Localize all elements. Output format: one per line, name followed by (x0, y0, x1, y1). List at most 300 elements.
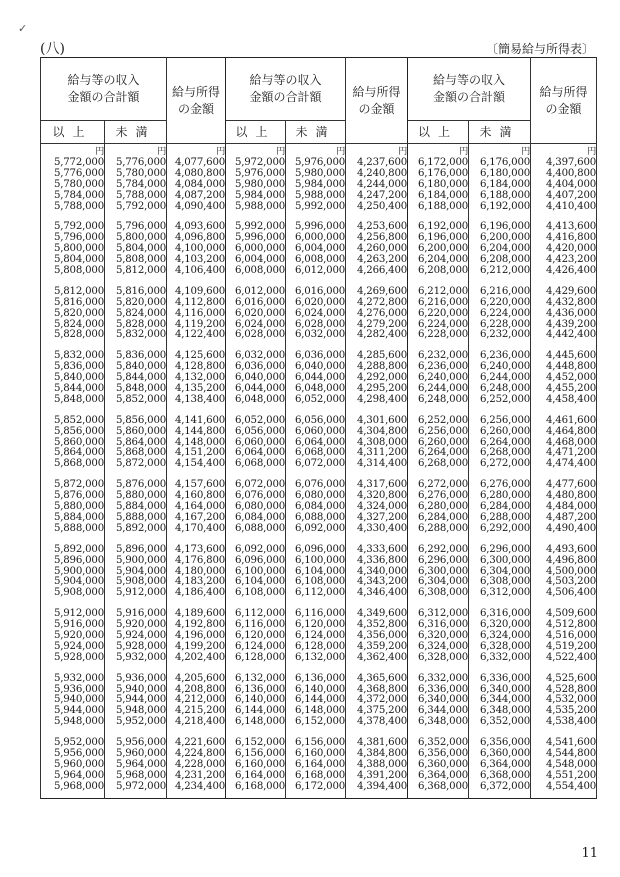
value: 4,176,800 (174, 554, 226, 566)
value: 4,535,200 (545, 705, 597, 717)
value: 5,804,000 (53, 254, 104, 266)
upper-bound-cell (286, 475, 346, 539)
value: 6,340,000 (417, 694, 469, 706)
value: 5,984,000 (294, 178, 346, 190)
value: 4,432,800 (545, 296, 597, 308)
value: 6,020,000 (294, 296, 346, 308)
value: 4,400,800 (545, 167, 597, 179)
value: 4,487,200 (545, 511, 597, 523)
value: 6,156,000 (234, 747, 286, 759)
value: 4,477,600 (545, 479, 597, 491)
value: 4,314,400 (356, 458, 408, 470)
upper-bound-cell (105, 282, 167, 346)
value: 4,231,200 (174, 769, 226, 781)
value: 4,122,400 (174, 329, 226, 341)
value: 4,135,200 (174, 383, 226, 395)
value: 5,780,000 (115, 167, 167, 179)
value: 4,276,000 (356, 307, 408, 319)
yen-unit: 円 (226, 144, 286, 158)
upper-bound-cell (286, 282, 346, 346)
value: 5,960,000 (53, 758, 104, 770)
value: 6,016,000 (294, 285, 346, 297)
value: 4,285,600 (356, 350, 408, 362)
value: 4,189,600 (174, 608, 226, 620)
value: 5,992,000 (234, 221, 286, 233)
value: 6,284,000 (479, 501, 531, 513)
value: 6,048,000 (234, 393, 286, 405)
income-amount-cell (531, 217, 597, 281)
value: 5,904,000 (115, 565, 167, 577)
value: 4,452,000 (545, 372, 597, 384)
value: 5,912,000 (115, 587, 167, 599)
value: 5,964,000 (53, 769, 104, 781)
value: 5,880,000 (115, 490, 167, 502)
value: 6,312,000 (417, 608, 469, 620)
value: 6,228,000 (479, 318, 531, 330)
value: 4,496,800 (545, 554, 597, 566)
table-name: 〔簡易給与所得表〕 (485, 42, 594, 56)
value: 5,844,000 (53, 383, 104, 395)
upper-bound-cell (469, 411, 531, 475)
value: 6,040,000 (294, 361, 346, 373)
value: 5,792,000 (53, 221, 104, 233)
value: 6,100,000 (234, 565, 286, 577)
value: 6,356,000 (479, 737, 531, 749)
value: 4,525,600 (545, 672, 597, 684)
value: 4,311,200 (356, 447, 408, 459)
value: 5,888,000 (115, 511, 167, 523)
value: 5,800,000 (115, 232, 167, 244)
table-row (41, 346, 597, 410)
value: 5,912,000 (53, 608, 104, 620)
value: 6,192,000 (479, 200, 531, 212)
value: 6,000,000 (234, 243, 286, 255)
value: 5,924,000 (53, 640, 104, 652)
upper-bound-cell (105, 217, 167, 281)
value: 6,024,000 (234, 318, 286, 330)
header-lower-1: 以上 (41, 121, 105, 144)
income-amount-cell (167, 475, 226, 539)
value: 4,250,400 (356, 200, 408, 212)
value: 6,032,000 (294, 329, 346, 341)
value: 6,204,000 (417, 254, 469, 266)
value: 5,892,000 (53, 543, 104, 555)
value: 6,156,000 (294, 737, 346, 749)
value: 6,104,000 (294, 565, 346, 577)
lower-bound-cell (41, 346, 105, 410)
value: 5,800,000 (53, 243, 104, 255)
value: 4,164,000 (174, 501, 226, 513)
value: 5,816,000 (53, 296, 104, 308)
value: 6,124,000 (294, 629, 346, 641)
table-row (41, 540, 597, 604)
value: 6,160,000 (234, 758, 286, 770)
value: 5,916,000 (53, 619, 104, 631)
value: 6,080,000 (234, 501, 286, 513)
value: 4,109,600 (174, 285, 226, 297)
value: 5,804,000 (115, 243, 167, 255)
value: 4,381,600 (356, 737, 408, 749)
value: 6,176,000 (417, 167, 469, 179)
value: 5,832,000 (53, 350, 104, 362)
value: 6,224,000 (479, 307, 531, 319)
value: 6,144,000 (294, 694, 346, 706)
value: 6,348,000 (417, 716, 469, 728)
lower-bound-cell (408, 411, 469, 475)
value: 6,172,000 (417, 157, 469, 168)
value: 4,330,400 (356, 522, 408, 534)
yen-unit: 円 (469, 144, 531, 158)
value: 5,792,000 (115, 200, 167, 212)
value: 6,240,000 (479, 361, 531, 373)
value: 6,264,000 (479, 436, 531, 448)
value: 4,154,400 (174, 458, 226, 470)
yen-unit: 円 (105, 144, 167, 158)
value: 6,240,000 (417, 372, 469, 384)
value: 6,372,000 (479, 780, 531, 792)
value: 4,461,600 (545, 414, 597, 426)
value: 6,328,000 (479, 640, 531, 652)
value: 5,908,000 (115, 576, 167, 588)
income-amount-cell (531, 733, 597, 798)
value: 5,956,000 (115, 737, 167, 749)
value: 4,365,600 (356, 672, 408, 684)
value: 4,519,200 (545, 640, 597, 652)
value: 5,816,000 (115, 285, 167, 297)
value: 4,106,400 (174, 265, 226, 277)
value: 4,116,000 (174, 307, 226, 319)
value: 4,292,000 (356, 372, 408, 384)
header-upper-3: 未満 (469, 121, 531, 144)
value: 6,344,000 (479, 694, 531, 706)
value: 4,420,000 (545, 243, 597, 255)
value: 4,234,400 (174, 780, 226, 792)
value: 6,152,000 (234, 737, 286, 749)
value: 6,076,000 (294, 479, 346, 491)
value: 5,824,000 (115, 307, 167, 319)
income-amount-cell (167, 411, 226, 475)
value: 4,378,400 (356, 716, 408, 728)
value: 6,004,000 (294, 243, 346, 255)
value: 6,360,000 (479, 747, 531, 759)
lower-bound-cell (226, 411, 286, 475)
value: 6,304,000 (417, 576, 469, 588)
value: 5,836,000 (115, 350, 167, 362)
lower-bound-cell (226, 475, 286, 539)
value: 6,188,000 (479, 189, 531, 201)
value: 6,340,000 (479, 683, 531, 695)
upper-bound-cell (286, 733, 346, 798)
value: 6,292,000 (417, 543, 469, 555)
value: 4,212,000 (174, 694, 226, 706)
value: 5,992,000 (294, 200, 346, 212)
value: 5,916,000 (115, 608, 167, 620)
value: 6,332,000 (479, 651, 531, 663)
yen-row (41, 144, 597, 158)
value: 6,028,000 (234, 329, 286, 341)
income-amount-cell (167, 669, 226, 733)
value: 4,266,400 (356, 265, 408, 277)
value: 6,316,000 (417, 619, 469, 631)
value: 6,148,000 (234, 716, 286, 728)
value: 5,864,000 (115, 436, 167, 448)
value: 5,948,000 (53, 716, 104, 728)
value: 4,445,600 (545, 350, 597, 362)
table-row (41, 733, 597, 798)
value: 4,215,200 (174, 705, 226, 717)
value: 5,976,000 (294, 157, 346, 168)
value: 6,052,000 (294, 393, 346, 405)
value: 6,268,000 (417, 458, 469, 470)
value: 6,012,000 (294, 265, 346, 277)
lower-bound-cell (41, 157, 105, 217)
value: 6,312,000 (479, 587, 531, 599)
value: 4,112,800 (174, 296, 226, 308)
value: 6,308,000 (479, 576, 531, 588)
value: 4,548,000 (545, 758, 597, 770)
value: 4,218,400 (174, 716, 226, 728)
value: 6,064,000 (294, 436, 346, 448)
value: 5,940,000 (53, 694, 104, 706)
value: 6,148,000 (294, 705, 346, 717)
value: 6,064,000 (234, 447, 286, 459)
lower-bound-cell (41, 217, 105, 281)
value: 6,168,000 (294, 769, 346, 781)
value: 4,522,400 (545, 651, 597, 663)
upper-bound-cell (469, 604, 531, 668)
header-income-amount-2: 給与所得 の金額 (346, 58, 408, 144)
yen-unit: 円 (167, 144, 226, 158)
value: 6,292,000 (479, 522, 531, 534)
value: 4,180,000 (174, 565, 226, 577)
value: 6,300,000 (417, 565, 469, 577)
value: 6,032,000 (234, 350, 286, 362)
value: 5,972,000 (234, 157, 286, 168)
value: 4,170,400 (174, 522, 226, 534)
value: 4,308,000 (356, 436, 408, 448)
value: 6,192,000 (417, 221, 469, 233)
value: 5,936,000 (115, 672, 167, 684)
value: 6,116,000 (294, 608, 346, 620)
value: 6,200,000 (417, 243, 469, 255)
value: 6,348,000 (479, 705, 531, 717)
table-row (41, 217, 597, 281)
value: 6,136,000 (234, 683, 286, 695)
value: 4,538,400 (545, 716, 597, 728)
value: 4,532,000 (545, 694, 597, 706)
value: 6,232,000 (479, 329, 531, 341)
value: 4,343,200 (356, 576, 408, 588)
value: 6,272,000 (417, 479, 469, 491)
value: 5,892,000 (115, 522, 167, 534)
value: 6,164,000 (234, 769, 286, 781)
upper-bound-cell (105, 475, 167, 539)
upper-bound-cell (105, 346, 167, 410)
value: 4,474,400 (545, 458, 597, 470)
value: 6,212,000 (417, 285, 469, 297)
value: 4,141,600 (174, 414, 226, 426)
value: 5,972,000 (115, 780, 167, 792)
value: 6,332,000 (417, 672, 469, 684)
value: 4,426,400 (545, 265, 597, 277)
header-upper-1: 未満 (105, 121, 167, 144)
value: 5,896,000 (115, 543, 167, 555)
value: 6,248,000 (479, 383, 531, 395)
value: 4,183,200 (174, 576, 226, 588)
value: 4,269,600 (356, 285, 408, 297)
value: 5,872,000 (53, 479, 104, 491)
value: 6,044,000 (294, 372, 346, 384)
income-amount-cell (531, 540, 597, 604)
value: 5,820,000 (115, 296, 167, 308)
value: 4,516,000 (545, 629, 597, 641)
lower-bound-cell (408, 733, 469, 798)
value: 4,282,400 (356, 329, 408, 341)
lower-bound-cell (41, 282, 105, 346)
value: 4,199,200 (174, 640, 226, 652)
header-lower-3: 以上 (408, 121, 469, 144)
value: 5,776,000 (115, 157, 167, 168)
value: 4,157,600 (174, 479, 226, 491)
value: 6,248,000 (417, 393, 469, 405)
income-amount-cell (531, 475, 597, 539)
value: 6,160,000 (294, 747, 346, 759)
value: 5,840,000 (53, 372, 104, 384)
value: 5,908,000 (53, 587, 104, 599)
value: 4,221,600 (174, 737, 226, 749)
value: 4,119,200 (174, 318, 226, 330)
value: 4,439,200 (545, 318, 597, 330)
value: 6,100,000 (294, 554, 346, 566)
value: 6,368,000 (417, 780, 469, 792)
value: 5,944,000 (53, 705, 104, 717)
value: 6,276,000 (479, 479, 531, 491)
value: 6,252,000 (479, 393, 531, 405)
value: 5,884,000 (53, 511, 104, 523)
value: 6,200,000 (479, 232, 531, 244)
value: 4,080,800 (174, 167, 226, 179)
value: 4,256,800 (356, 232, 408, 244)
value: 5,896,000 (53, 554, 104, 566)
value: 4,247,200 (356, 189, 408, 201)
value: 6,128,000 (294, 640, 346, 652)
value: 4,388,000 (356, 758, 408, 770)
value: 6,368,000 (479, 769, 531, 781)
value: 6,144,000 (234, 705, 286, 717)
income-amount-cell (346, 475, 408, 539)
value: 6,300,000 (479, 554, 531, 566)
value: 5,796,000 (53, 232, 104, 244)
value: 6,176,000 (479, 157, 531, 168)
income-amount-cell (167, 346, 226, 410)
value: 6,188,000 (417, 200, 469, 212)
value: 5,952,000 (53, 737, 104, 749)
value: 6,056,000 (294, 414, 346, 426)
value: 4,384,800 (356, 747, 408, 759)
value: 5,868,000 (115, 447, 167, 459)
income-amount-cell (346, 346, 408, 410)
value: 6,196,000 (479, 221, 531, 233)
value: 5,988,000 (234, 200, 286, 212)
value: 4,324,000 (356, 501, 408, 513)
value: 6,256,000 (417, 425, 469, 437)
value: 4,528,800 (545, 683, 597, 695)
value: 4,397,600 (545, 157, 597, 168)
yen-unit: 円 (346, 144, 408, 158)
value: 6,108,000 (294, 576, 346, 588)
value: 5,932,000 (53, 672, 104, 684)
yen-unit: 円 (286, 144, 346, 158)
value: 4,359,200 (356, 640, 408, 652)
lower-bound-cell (226, 604, 286, 668)
value: 4,186,400 (174, 587, 226, 599)
value: 5,880,000 (53, 501, 104, 513)
value: 5,876,000 (115, 479, 167, 491)
lower-bound-cell (226, 217, 286, 281)
value: 5,976,000 (234, 167, 286, 179)
lower-bound-cell (226, 157, 286, 217)
value: 6,088,000 (294, 511, 346, 523)
income-amount-cell (167, 217, 226, 281)
value: 4,448,800 (545, 361, 597, 373)
value: 4,279,200 (356, 318, 408, 330)
header-income-range-3: 給与等の収入 金額の合計額 (408, 58, 531, 121)
value: 4,093,600 (174, 221, 226, 233)
table-row (41, 604, 597, 668)
value: 4,356,000 (356, 629, 408, 641)
lower-bound-cell (408, 540, 469, 604)
value: 6,232,000 (417, 350, 469, 362)
value: 4,372,000 (356, 694, 408, 706)
value: 4,551,200 (545, 769, 597, 781)
income-amount-cell (167, 540, 226, 604)
upper-bound-cell (105, 411, 167, 475)
value: 5,812,000 (115, 265, 167, 277)
value: 6,236,000 (417, 361, 469, 373)
value: 4,260,000 (356, 243, 408, 255)
value: 6,360,000 (417, 758, 469, 770)
income-amount-cell (346, 540, 408, 604)
value: 6,224,000 (417, 318, 469, 330)
header-income-range-2: 給与等の収入 金額の合計額 (226, 58, 346, 121)
value: 5,788,000 (115, 189, 167, 201)
value: 6,276,000 (417, 490, 469, 502)
value: 6,184,000 (417, 189, 469, 201)
value: 6,344,000 (417, 705, 469, 717)
value: 4,407,200 (545, 189, 597, 201)
lower-bound-cell (41, 669, 105, 733)
value: 6,256,000 (479, 414, 531, 426)
value: 6,172,000 (294, 780, 346, 792)
value: 4,205,600 (174, 672, 226, 684)
value: 4,253,600 (356, 221, 408, 233)
upper-bound-cell (286, 604, 346, 668)
value: 4,404,000 (545, 178, 597, 190)
value: 6,112,000 (294, 587, 346, 599)
value: 5,932,000 (115, 651, 167, 663)
value: 6,280,000 (479, 490, 531, 502)
value: 5,848,000 (115, 383, 167, 395)
value: 6,084,000 (294, 501, 346, 513)
header-lower-2: 以上 (226, 121, 286, 144)
value: 4,471,200 (545, 447, 597, 459)
upper-bound-cell (469, 282, 531, 346)
value: 5,944,000 (115, 694, 167, 706)
value: 6,208,000 (479, 254, 531, 266)
header-income-amount-3: 給与所得 の金額 (531, 58, 597, 144)
value: 5,776,000 (53, 167, 104, 179)
value: 4,509,600 (545, 608, 597, 620)
